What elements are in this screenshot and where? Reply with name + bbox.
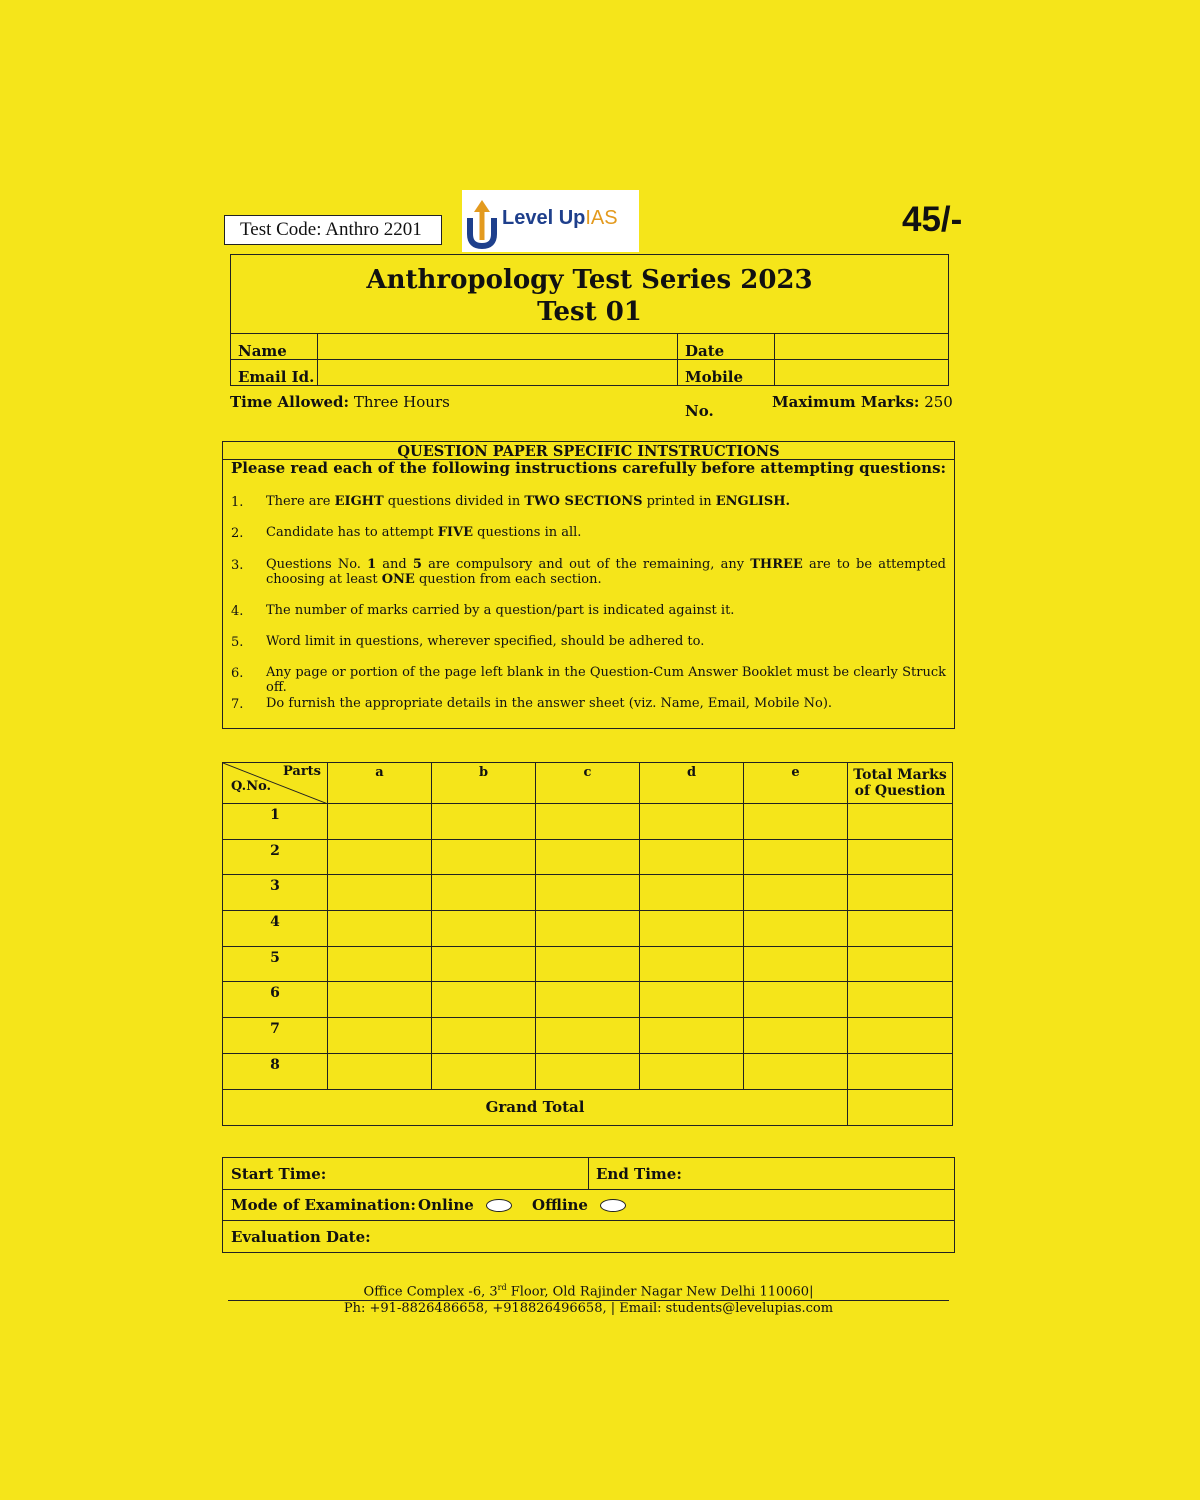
part-mark-cell[interactable] — [432, 839, 536, 875]
mode-label: Mode of Examination: — [231, 1196, 416, 1214]
question-total-cell[interactable] — [848, 1053, 953, 1089]
end-time-label: End Time: — [596, 1165, 682, 1183]
instruction-number: 7. — [231, 697, 244, 712]
part-mark-cell[interactable] — [536, 875, 640, 911]
question-total-cell[interactable] — [848, 1018, 953, 1054]
time-row — [223, 1158, 954, 1190]
question-number: 3 — [223, 875, 328, 911]
part-mark-cell[interactable] — [432, 875, 536, 911]
total-marks-header: Total Marks of Question — [848, 763, 953, 804]
part-mark-cell[interactable] — [328, 911, 432, 947]
offline-label: Offline — [532, 1196, 588, 1214]
part-mark-cell[interactable] — [328, 804, 432, 840]
name-date-row — [231, 334, 948, 360]
test-series-title: Anthropology Test Series 2023 — [366, 265, 813, 295]
part-mark-cell[interactable] — [536, 804, 640, 840]
name-field[interactable] — [318, 334, 677, 359]
footer-contact: Ph: +91-8826486658, +918826496658, | Email: students@levelupias.com — [343, 1301, 834, 1316]
parts-label: Parts — [282, 764, 321, 779]
question-total-cell[interactable] — [848, 946, 953, 982]
instruction-text: Word limit in questions, wherever specified, should be adhered to. — [266, 634, 705, 649]
instructions-box — [222, 441, 955, 729]
instruction-text: There are EIGHT questions divided in TWO SECTIONS printed in ENGLISH. — [266, 494, 791, 509]
online-radio[interactable] — [486, 1199, 512, 1212]
part-mark-cell[interactable] — [640, 839, 744, 875]
part-mark-cell[interactable] — [536, 1053, 640, 1089]
part-mark-cell[interactable] — [328, 1053, 432, 1089]
instructions-subheading: Please read each of the following instructions carefully before attempting questions: — [230, 459, 947, 477]
mobile-field[interactable] — [775, 360, 949, 386]
qno-label: Q.No. — [231, 779, 272, 794]
email-label: Email Id. — [238, 368, 315, 386]
instruction-number: 4. — [231, 604, 244, 619]
instruction-number: 3. — [231, 558, 244, 573]
logo-wordmark: Level UpIAS — [502, 207, 618, 229]
logo-up-arrow-icon — [466, 196, 500, 250]
title-block — [231, 255, 948, 334]
part-mark-cell[interactable] — [744, 982, 848, 1018]
part-mark-cell[interactable] — [744, 1018, 848, 1054]
part-mark-cell[interactable] — [328, 982, 432, 1018]
part-mark-cell[interactable] — [432, 946, 536, 982]
name-label: Name — [238, 342, 287, 360]
instruction-text: Candidate has to attempt FIVE questions in all. — [266, 525, 582, 540]
test-number-title: Test 01 — [537, 297, 642, 327]
part-mark-cell[interactable] — [536, 982, 640, 1018]
question-total-cell[interactable] — [848, 911, 953, 947]
question-number: 5 — [223, 946, 328, 982]
part-mark-cell[interactable] — [744, 875, 848, 911]
online-option[interactable] — [418, 1189, 512, 1221]
maximum-marks: Maximum Marks: 250 — [772, 393, 953, 411]
mode-row — [223, 1189, 954, 1221]
question-row — [223, 804, 953, 840]
part-mark-cell[interactable] — [328, 839, 432, 875]
part-mark-cell[interactable] — [536, 946, 640, 982]
part-mark-cell[interactable] — [640, 1018, 744, 1054]
email-field[interactable] — [318, 360, 677, 386]
instruction-number: 6. — [231, 666, 244, 681]
part-c-header: c — [536, 763, 640, 804]
question-total-cell[interactable] — [848, 875, 953, 911]
question-number: 6 — [223, 982, 328, 1018]
question-row — [223, 911, 953, 947]
date-label: Date — [685, 342, 725, 360]
question-row — [223, 946, 953, 982]
instruction-text: The number of marks carried by a question/part is indicated against it. — [266, 603, 735, 618]
question-row — [223, 1053, 953, 1089]
part-mark-cell[interactable] — [640, 875, 744, 911]
part-mark-cell[interactable] — [536, 839, 640, 875]
part-mark-cell[interactable] — [744, 1053, 848, 1089]
part-mark-cell[interactable] — [640, 982, 744, 1018]
question-total-cell[interactable] — [848, 982, 953, 1018]
instruction-number: 2. — [231, 526, 244, 541]
marks-table-header — [223, 763, 953, 804]
part-mark-cell[interactable] — [432, 1018, 536, 1054]
part-mark-cell[interactable] — [640, 911, 744, 947]
part-mark-cell[interactable] — [328, 875, 432, 911]
grand-total-row — [223, 1089, 953, 1125]
instruction-number: 5. — [231, 635, 244, 650]
part-mark-cell[interactable] — [328, 1018, 432, 1054]
part-mark-cell[interactable] — [432, 1053, 536, 1089]
online-label: Online — [418, 1196, 474, 1214]
offline-radio[interactable] — [600, 1199, 626, 1212]
date-field[interactable] — [775, 334, 949, 359]
part-mark-cell[interactable] — [744, 839, 848, 875]
part-mark-cell[interactable] — [432, 911, 536, 947]
marks-table-body — [223, 804, 953, 1090]
part-mark-cell[interactable] — [432, 804, 536, 840]
question-number: 4 — [223, 911, 328, 947]
part-e-header: e — [744, 763, 848, 804]
part-mark-cell[interactable] — [640, 946, 744, 982]
question-number: 8 — [223, 1053, 328, 1089]
question-row — [223, 839, 953, 875]
part-mark-cell[interactable] — [536, 1018, 640, 1054]
part-mark-cell[interactable] — [744, 804, 848, 840]
instruction-text: Any page or portion of the page left blank in the Question-Cum Answer Booklet must be clearly Struck off. — [266, 665, 946, 695]
part-mark-cell[interactable] — [536, 911, 640, 947]
price-label: 45/- — [902, 200, 963, 239]
question-total-cell[interactable] — [848, 839, 953, 875]
question-row — [223, 875, 953, 911]
part-mark-cell[interactable] — [744, 911, 848, 947]
part-b-header: b — [432, 763, 536, 804]
instruction-text: Questions No. 1 and 5 are compulsory and out of the remaining, any THREE are to be attempted choosing at least ONE question from each section. — [266, 557, 946, 587]
question-total-cell[interactable] — [848, 804, 953, 840]
part-mark-cell[interactable] — [640, 1053, 744, 1089]
part-mark-cell[interactable] — [432, 982, 536, 1018]
part-d-header: d — [640, 763, 744, 804]
mobile-label: Mobile No. — [685, 368, 744, 420]
test-code-box: Test Code: Anthro 2201 — [224, 215, 442, 245]
marks-table — [222, 762, 953, 1126]
grand-total-cell[interactable] — [848, 1089, 953, 1125]
part-a-header: a — [328, 763, 432, 804]
corner-cell — [223, 763, 328, 804]
footer-address: Office Complex -6, 3rd Floor, Old Rajinder Nagar New Delhi 110060| — [363, 1283, 814, 1300]
exam-details-box — [222, 1157, 955, 1253]
start-time-label: Start Time: — [231, 1165, 327, 1183]
question-number: 7 — [223, 1018, 328, 1054]
question-row — [223, 1018, 953, 1054]
instructions-heading: QUESTION PAPER SPECIFIC INTSTRUCTIONS — [223, 442, 954, 460]
instruction-number: 1. — [231, 495, 244, 510]
part-mark-cell[interactable] — [744, 946, 848, 982]
part-mark-cell[interactable] — [640, 804, 744, 840]
evaluation-date-label: Evaluation Date: — [231, 1228, 371, 1246]
part-mark-cell[interactable] — [328, 946, 432, 982]
time-allowed: Time Allowed: Three Hours — [230, 393, 450, 411]
instruction-text: Do furnish the appropriate details in the answer sheet (viz. Name, Email, Mobile No). — [266, 696, 833, 711]
question-number: 1 — [223, 804, 328, 840]
offline-option[interactable] — [532, 1189, 626, 1221]
question-number: 2 — [223, 839, 328, 875]
evaluation-row — [223, 1221, 954, 1253]
grand-total-label: Grand Total — [223, 1089, 848, 1125]
question-row — [223, 982, 953, 1018]
level-up-ias-logo — [462, 190, 639, 252]
